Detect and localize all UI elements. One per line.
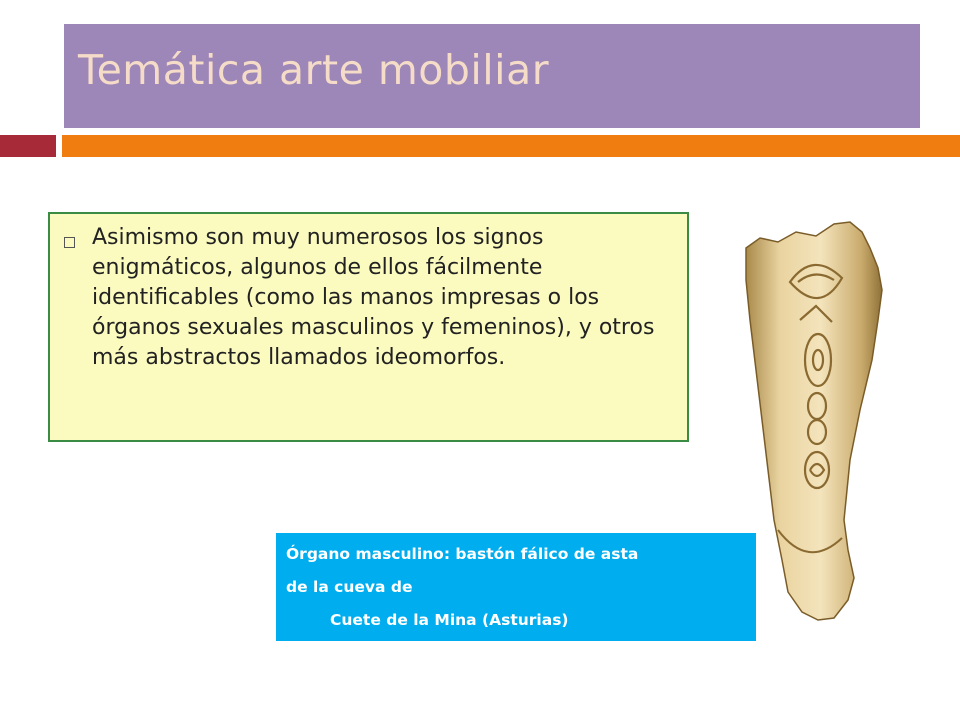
- caption-line-1: Órgano masculino: bastón fálico de asta: [286, 545, 639, 563]
- image-caption-box: [276, 533, 756, 641]
- title-banner: [64, 24, 920, 128]
- accent-bar-orange: [62, 135, 960, 157]
- square-bullet-icon: [64, 237, 75, 248]
- phallic-baton-image: [738, 220, 888, 625]
- slide-title: Temática arte mobiliar: [78, 46, 550, 94]
- caption-line-3: Cuete de la Mina (Asturias): [330, 611, 569, 629]
- caption-line-2: de la cueva de: [286, 578, 413, 596]
- accent-bar-red: [0, 135, 56, 157]
- body-paragraph: Asimismo son muy numerosos los signos enigmáticos, algunos de ellos fácilmente identificables (como las manos impresas o los órganos sexuales masculinos y femeninos), y otros más abstractos llamados ideomorfos.: [92, 225, 655, 370]
- body-text-box: [48, 212, 689, 442]
